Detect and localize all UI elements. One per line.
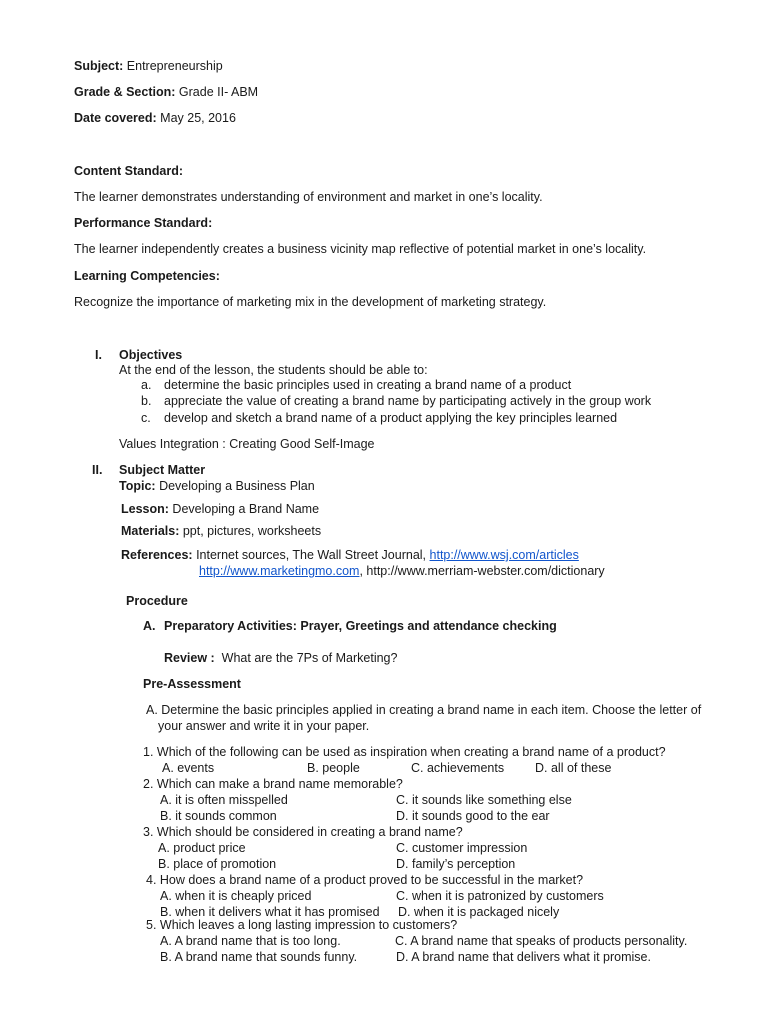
option: C. achievements xyxy=(411,761,505,775)
marketingmo-link[interactable]: http://www.marketingmo.com xyxy=(199,564,360,578)
preparatory-activities: Preparatory Activities: Prayer, Greetings and attendance checking xyxy=(164,619,557,633)
pre-assessment-instruction-2: your answer and write it in your paper. xyxy=(158,719,370,733)
content-standard-text: The learner demonstrates understanding of environment and market in one’s locality. xyxy=(74,190,543,204)
objective-item: determine the basic principles used in creating a brand name of a product xyxy=(164,378,572,392)
objectives-heading: Objectives xyxy=(119,348,183,362)
option: D. all of these xyxy=(535,761,612,775)
subject-matter-heading: Subject Matter xyxy=(119,463,206,477)
question-2: 2. Which can make a brand name memorable? xyxy=(143,777,403,791)
grade-value: Grade II- ABM xyxy=(178,85,259,99)
subject-matter-numeral: II. xyxy=(92,463,103,477)
question-5: 5. Which leaves a long lasting impression to customers? xyxy=(146,918,458,932)
option: A. product price xyxy=(158,841,246,855)
option: B. when it delivers what it has promised xyxy=(160,905,380,919)
question-3: 3. Which should be considered in creating a brand name? xyxy=(143,825,463,839)
references-line-2: http://www.marketingmo.com, http://www.merriam-webster.com/dictionary xyxy=(199,564,605,578)
option: B. place of promotion xyxy=(158,857,277,871)
performance-standard-heading: Performance Standard: xyxy=(74,216,213,230)
option: C. A brand name that speaks of products personality. xyxy=(395,934,688,948)
subject-line xyxy=(74,59,223,74)
objectives-numeral: I. xyxy=(95,348,102,362)
date-line xyxy=(74,111,236,126)
pre-assessment-heading: Pre-Assessment xyxy=(143,677,241,691)
preparatory-label: A. xyxy=(143,619,156,633)
content-standard-heading: Content Standard: xyxy=(74,164,184,178)
subject-value: Entrepreneurship xyxy=(126,59,223,73)
wsj-link[interactable]: http://www.wsj.com/articles xyxy=(429,548,579,562)
values-integration: Values Integration : Creating Good Self-Image xyxy=(119,437,375,451)
learning-competencies-heading: Learning Competencies: xyxy=(74,269,220,283)
objective-letter: a. xyxy=(141,378,152,392)
objective-item: appreciate the value of creating a brand name by participating actively in the group work xyxy=(164,394,652,408)
option: D. it sounds good to the ear xyxy=(396,809,550,823)
option: A. events xyxy=(162,761,215,775)
option: B. A brand name that sounds funny. xyxy=(160,950,358,964)
option: D. when it is packaged nicely xyxy=(398,905,560,919)
option: C. it sounds like something else xyxy=(396,793,572,807)
option: A. it is often misspelled xyxy=(160,793,288,807)
subject-label: Subject: xyxy=(74,59,124,73)
option: C. customer impression xyxy=(396,841,528,855)
grade-label: Grade & Section: xyxy=(74,85,176,99)
objective-letter: b. xyxy=(141,394,152,408)
learning-competencies-text: Recognize the importance of marketing mix in the development of marketing strategy. xyxy=(74,295,547,309)
option: B. it sounds common xyxy=(160,809,277,823)
option: D. A brand name that delivers what it promise. xyxy=(396,950,651,964)
option: A. A brand name that is too long. xyxy=(160,934,341,948)
lesson-line: Lesson: Developing a Brand Name xyxy=(121,502,320,516)
question-4: 4. How does a brand name of a product proved to be successful in the market? xyxy=(146,873,584,887)
objective-letter: c. xyxy=(141,411,151,425)
option: C. when it is patronized by customers xyxy=(396,889,604,903)
objectives-intro: At the end of the lesson, the students should be able to: xyxy=(119,363,428,377)
pre-assessment-instruction: A. Determine the basic principles applied in creating a brand name in each item. Choose the letter of xyxy=(146,703,702,717)
question-1: 1. Which of the following can be used as inspiration when creating a brand name of a product? xyxy=(143,745,666,759)
objective-item: develop and sketch a brand name of a product applying the key principles learned xyxy=(164,411,618,425)
topic-line: Topic: Developing a Business Plan xyxy=(119,479,315,493)
procedure-heading: Procedure xyxy=(126,594,188,608)
materials-line: Materials: ppt, pictures, worksheets xyxy=(121,524,322,538)
references-line: References: Internet sources, The Wall Street Journal, http://www.wsj.com/articles xyxy=(121,548,579,562)
option: A. when it is cheaply priced xyxy=(160,889,312,903)
date-label: Date covered: xyxy=(74,111,157,125)
date-value: May 25, 2016 xyxy=(160,111,236,125)
grade-line xyxy=(74,85,258,100)
performance-standard-text: The learner independently creates a business vicinity map reflective of potential market in one’s locality. xyxy=(74,242,647,256)
option: B. people xyxy=(307,761,360,775)
option: D. family’s perception xyxy=(396,857,516,871)
review-line: Review : What are the 7Ps of Marketing? xyxy=(164,651,398,665)
